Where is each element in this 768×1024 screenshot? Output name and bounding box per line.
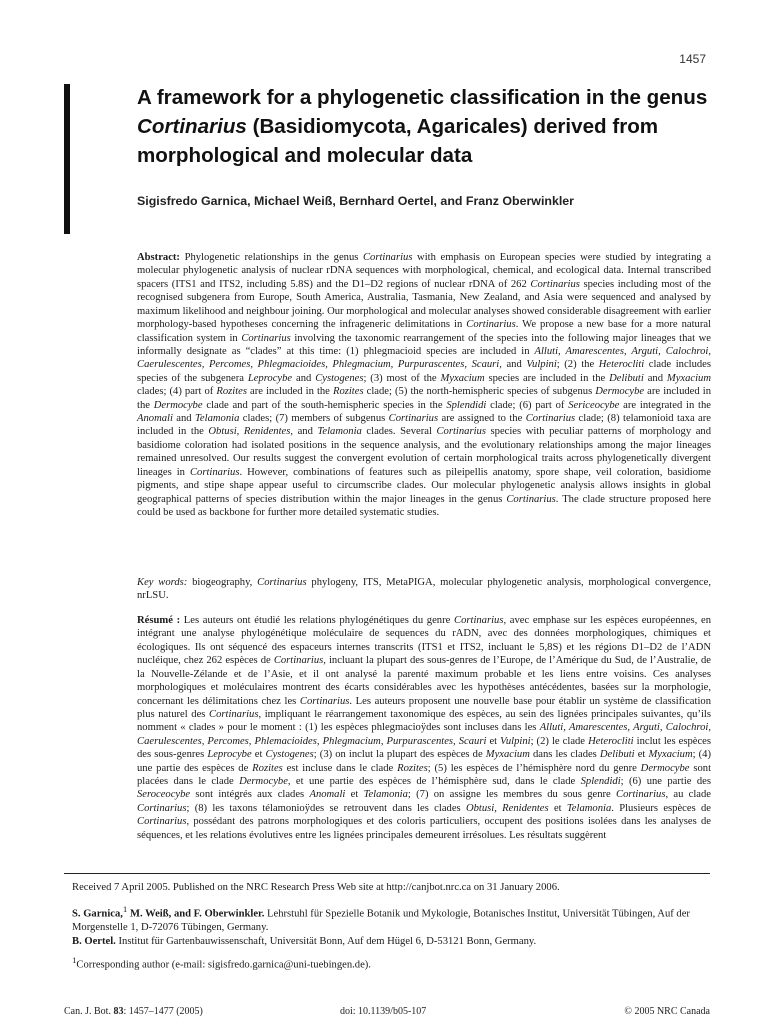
resume-body (137, 615, 711, 841)
text-run: dans les clades (529, 749, 600, 761)
text-run: . However, combinations of features such as pileipellis anatomy, spore shape, veil coloration, basidiome pigments, and stipe shape appear useful to circumscribe clades. Our molecular phylogenetic analysis allows insights in global geographical patterns of species distribution within the major lineages in the genus (137, 466, 711, 505)
italic-term: Sericeocybe (568, 399, 620, 411)
text-run: et (548, 802, 567, 814)
italic-term: Delibuti (609, 372, 644, 384)
text-run: clades; (4) part of (137, 386, 217, 398)
text-run: , et une partie des espèces de l’hémisphère sud, dans le clade (287, 776, 581, 788)
text-run: . Les auteurs proposent une nouvelle base pour établir un système de classification plus naturel des (137, 695, 711, 720)
corresponding-author (72, 954, 712, 972)
journal-citation (64, 1005, 203, 1019)
text-run: . The clade structure proposed here could be used as backbone for further more detailed systematic studies. (137, 493, 711, 519)
text-run: et (345, 789, 364, 801)
italic-term: Myxacium (648, 749, 693, 761)
text-run: ; (2) the (556, 359, 599, 371)
text-run: , au clade (665, 789, 711, 801)
abstract (137, 251, 711, 519)
italic-term: Myxacium (485, 749, 530, 761)
keywords (137, 576, 711, 603)
text-run: et (251, 749, 266, 761)
title-genus: Cortinarius (137, 115, 247, 138)
italic-term: Cortinarius (506, 493, 556, 505)
italic-term: Vulpini (526, 359, 557, 371)
text-run: ; (4) une partie des espèces de (137, 749, 711, 774)
text-run: clade includes species of the subgenera (137, 359, 712, 384)
italic-term: Rozites (216, 386, 247, 398)
italic-term: Alluti, Amarescentes, Arguti, Calochroi, Caerulescentes, Percomes, Phlemacioides, Phlegmacium, Purpurascentes, Scauri (137, 722, 712, 747)
text-run: are included in the (137, 386, 711, 411)
abstract-label: Abstract: (137, 252, 180, 263)
text-run: are included in the (246, 386, 333, 398)
text-run: ; (5) les espèces de l’hémisphère nord du genre (427, 762, 641, 774)
text-run: are assigned to the (438, 413, 526, 425)
text-run: clade; (8) telamonioid taxa are included in the (137, 413, 711, 438)
text-run: inclut les espèces des sous-genres (137, 735, 711, 761)
italic-term: Dermocybe (239, 776, 288, 788)
text-run: ; (3) on inclut la plupart des espèces de (313, 749, 486, 761)
text-run: species are included in the (484, 372, 610, 384)
text-run: ; (2) le clade (530, 735, 589, 747)
italic-term: Telamonia (566, 802, 612, 814)
italic-term: Leprocybe (247, 372, 293, 384)
text-run: . We propose a new base for a more natural classification system in (137, 319, 711, 344)
text-run: and (172, 413, 196, 425)
text-run: , impliquant le réarrangement taxonomique des espèces, au sein des lignées principales suivantes, qu’ils nomment « clades » pour le moment : (1) les espèces phlegmacioÿdes sont incluses dans les (137, 708, 711, 734)
journal-volume: 83 (113, 1006, 124, 1017)
italic-term: Cortinarius (388, 413, 439, 425)
italic-term: Cortinarius (362, 252, 413, 263)
italic-term: Splendidi (446, 399, 487, 411)
article-title (137, 83, 717, 170)
footnotes (72, 881, 712, 972)
affiliation-2-address: Institut für Gartenbauwissenschaft, Universität Bonn, Auf dem Hügel 6, D-53121 Bonn, Germany. (115, 935, 537, 947)
abstract-body (137, 252, 711, 518)
copyright: © 2005 NRC Canada (624, 1006, 710, 1017)
italic-term: Dermocybe (153, 399, 203, 411)
affiliation-1 (72, 903, 712, 934)
doi: doi: 10.1139/b05-107 (340, 1006, 427, 1017)
affiliation-1-address: Lehrstuhl für Spezielle Botanik und Mykologie, Botanisches Institut, Universität Tübingen, Auf der Morgenstelle 1, D-72076 Tübingen, Germany. (72, 908, 690, 934)
text-run: clade; (6) part of (486, 399, 569, 411)
italic-term: Cortinarius (273, 655, 324, 667)
italic-term: Myxacium (666, 372, 712, 384)
italic-term: Myxacium (440, 372, 485, 384)
italic-term: Dermocybe (595, 386, 645, 398)
italic-term: Heterocliti (598, 359, 645, 371)
italic-term: Seroceocybe (137, 789, 191, 801)
resume-label: Résumé : (137, 615, 181, 626)
text-run: phylogeny, ITS, MetaPIGA, molecular phylogenetic analysis, morphological convergence, nrLSU. (137, 577, 711, 602)
italic-term: Anomali (137, 413, 173, 425)
italic-term: Obtusi, Renidentes (465, 802, 549, 814)
italic-term: Cortinarius (466, 319, 516, 331)
text-run: species with peculiar patterns of morphology and basidiome coloration had isolated positions in the sequence analysis, and the evolutionary relationships among the major lineages remained unresolved. Our results suggest the convergent evolution of certain morphological traits across phylogenetically divergent lineages in (137, 426, 711, 478)
italic-term: Cortinarius (299, 695, 350, 707)
corresponding-text: Corresponding author (e-mail: sigisfredo.garnica@uni-tuebingen.de). (76, 959, 371, 971)
affiliation-2 (72, 935, 712, 948)
italic-term: Cortinarius (454, 615, 504, 626)
italic-term: Telamonia (195, 413, 240, 425)
title-text-part2: (Basidiomycota, Agaricales) derived from morphological and molecular data (137, 115, 659, 167)
text-run: sont placées dans le clade (137, 762, 712, 788)
italic-term: Rozites (397, 762, 428, 774)
text-run: , incluant la plupart des sous-genres de l’Europe, de l’Amérique du Sud, de l’Australie, de la Nouvelle-Zélande et de l’Asie, et il ont analysé la parenté maximum probable et les liens entre voisins. Ces analyses morphologiques et moléculaires montrent des écarts considérables avec les hypothèses antécédentes, basées sur la morphologie, concernant les délimitations chez les (137, 655, 711, 707)
text-run: ; (8) les taxons télamonioÿdes se retrouvent dans les clades (186, 802, 466, 814)
keywords-label: Key words: (137, 577, 188, 588)
title-text-part1: A framework for a phylogenetic classification in the genus (137, 86, 708, 109)
text-run: with emphasis on European species were studied by integrating a molecular phylogenetic analysis of nuclear rDNA sequences with morphological, chemical, and ecological data. Internal transcribed spacers (ITS1 and ITS2, including 5.8S) and the D1–D2 regions of nuclear rDNA of 262 (137, 252, 711, 290)
text-run: Les auteurs ont étudié les relations phylogénétiques du genre (180, 615, 455, 626)
text-run: sont intégrés aux clades (190, 789, 310, 801)
text-run: biogeography, (187, 577, 258, 588)
text-run: are integrated in the (619, 399, 711, 411)
text-run: and (643, 372, 667, 384)
text-run: clade; (5) the north-hemispheric species of subgenus (363, 386, 596, 398)
received-note: Received 7 April 2005. Published on the NRC Research Press Web site at http://canjbot.nrc.ca on 31 January 2006. (72, 882, 560, 893)
text-run: ; (3) most of the (363, 372, 441, 384)
italic-term: Cortinarius (189, 466, 240, 478)
text-run: clades; (7) members of subgenus (239, 413, 389, 425)
text-run: , and (290, 426, 318, 438)
italic-term: Cortinarius (530, 278, 580, 290)
italic-term: Cortinarius (616, 789, 666, 801)
italic-term: Cortinarius (436, 426, 486, 438)
footnote-divider (64, 873, 710, 874)
keywords-body (137, 577, 711, 601)
italic-term: Obtusi, Renidentes (208, 426, 291, 438)
italic-term: Rozites (332, 386, 364, 398)
journal-name: Can. J. Bot. (64, 1006, 114, 1017)
italic-term: Cortinarius (525, 413, 576, 425)
affiliation-1-sup: 1 (122, 904, 128, 915)
corresponding-sup: 1 (72, 955, 77, 966)
page-number: 1457 (679, 52, 706, 66)
text-run: ; (6) une partie des (620, 776, 711, 788)
text-run: , and (499, 359, 527, 371)
italic-term: Dermocybe (640, 762, 690, 774)
text-run: clade and part of the south-hemispheric species in the (202, 399, 447, 411)
title-accent-bar (64, 84, 70, 234)
italic-term: Alluti, Amarescentes, Arguti, Calochroi, Caerulescentes, Percomes, Phlegmacioides, Phlegmacium, Purpurascentes, Scauri (137, 345, 711, 371)
affiliation-1-names-2: M. Weiß, and F. Oberwinkler. (127, 908, 265, 920)
italic-term: Anomali (309, 789, 346, 801)
text-run: . Plusieurs espèces de (611, 802, 711, 814)
italic-term: Rozites (252, 762, 283, 774)
italic-term: Cortinarius (209, 708, 259, 720)
italic-term: Vulpini (500, 735, 531, 747)
italic-term: Cortinarius (241, 332, 291, 344)
text-run: species including most of the recognised subgenera from Europe, South America, Australia, Tasmania, New Zealand, and Asia were sequenced and analysed by maximum likelihood and neighbour joining. Our morphological and molecular analyses showed considerable disagreement with earlier morphology-based hypotheses concerning the infrageneric delimitations in (137, 278, 711, 331)
journal-pages: : 1457–1477 (2005) (123, 1006, 203, 1017)
text-run: , possédant des patrons morphologiques et des coloris particuliers, occupent des positions isolées dans les analyses de séquences, et les relations évolutives entre les lignées principales demeurent irrésolues. Les résultats suggèrent (137, 816, 711, 841)
resume (137, 614, 711, 842)
author-list: Sigisfredo Garnica, Michael Weiß, Bernhard Oertel, and Franz Oberwinkler (137, 194, 574, 208)
text-run: et (634, 749, 649, 761)
text-run: , avec emphase sur les espèces européennes, en intégrant une analyse phylogénétique moléculaire de sequences du rADN, avec des données morphologiques, chimiques et écologiques. Ils ont séquencé des espaceurs internes transcrits (ITS1 et ITS2, incluant le 5,8S) et les régions D1–D2 de l’ADN nucléique, chez 262 espèces de (137, 615, 711, 667)
italic-term: Delibuti (599, 749, 635, 761)
text-run: clades. Several (361, 426, 437, 438)
italic-term: Cortinarius (137, 802, 187, 814)
italic-term: Cystogenes (315, 372, 364, 384)
italic-term: Leprocybe (207, 749, 252, 761)
italic-term: Telamonia (317, 426, 362, 438)
text-run: Phylogenetic relationships in the genus (179, 252, 363, 263)
italic-term: Cortinarius (137, 816, 187, 828)
affiliation-1-name: S. Garnica, (72, 908, 123, 920)
italic-term: Heterocliti (588, 735, 634, 747)
page-footer (64, 1005, 710, 1019)
italic-term: Splendidi (580, 776, 621, 788)
text-run: involving the taxonomic rearrangement of the species into the following major lineages that we informally designate as “clades” at this time: (1) phlegmacioid species are included in (137, 332, 711, 357)
italic-term: Telamonia (363, 789, 408, 801)
affiliation-2-name: B. Oertel. (72, 935, 116, 947)
text-run: ; (7) on assigne les membres du sous genre (407, 789, 616, 801)
italic-term: Cystogenes (265, 749, 314, 761)
text-run: et (486, 735, 501, 747)
italic-term: Cortinarius (257, 577, 307, 588)
text-run: and (292, 372, 316, 384)
text-run: est incluse dans le clade (282, 762, 398, 774)
